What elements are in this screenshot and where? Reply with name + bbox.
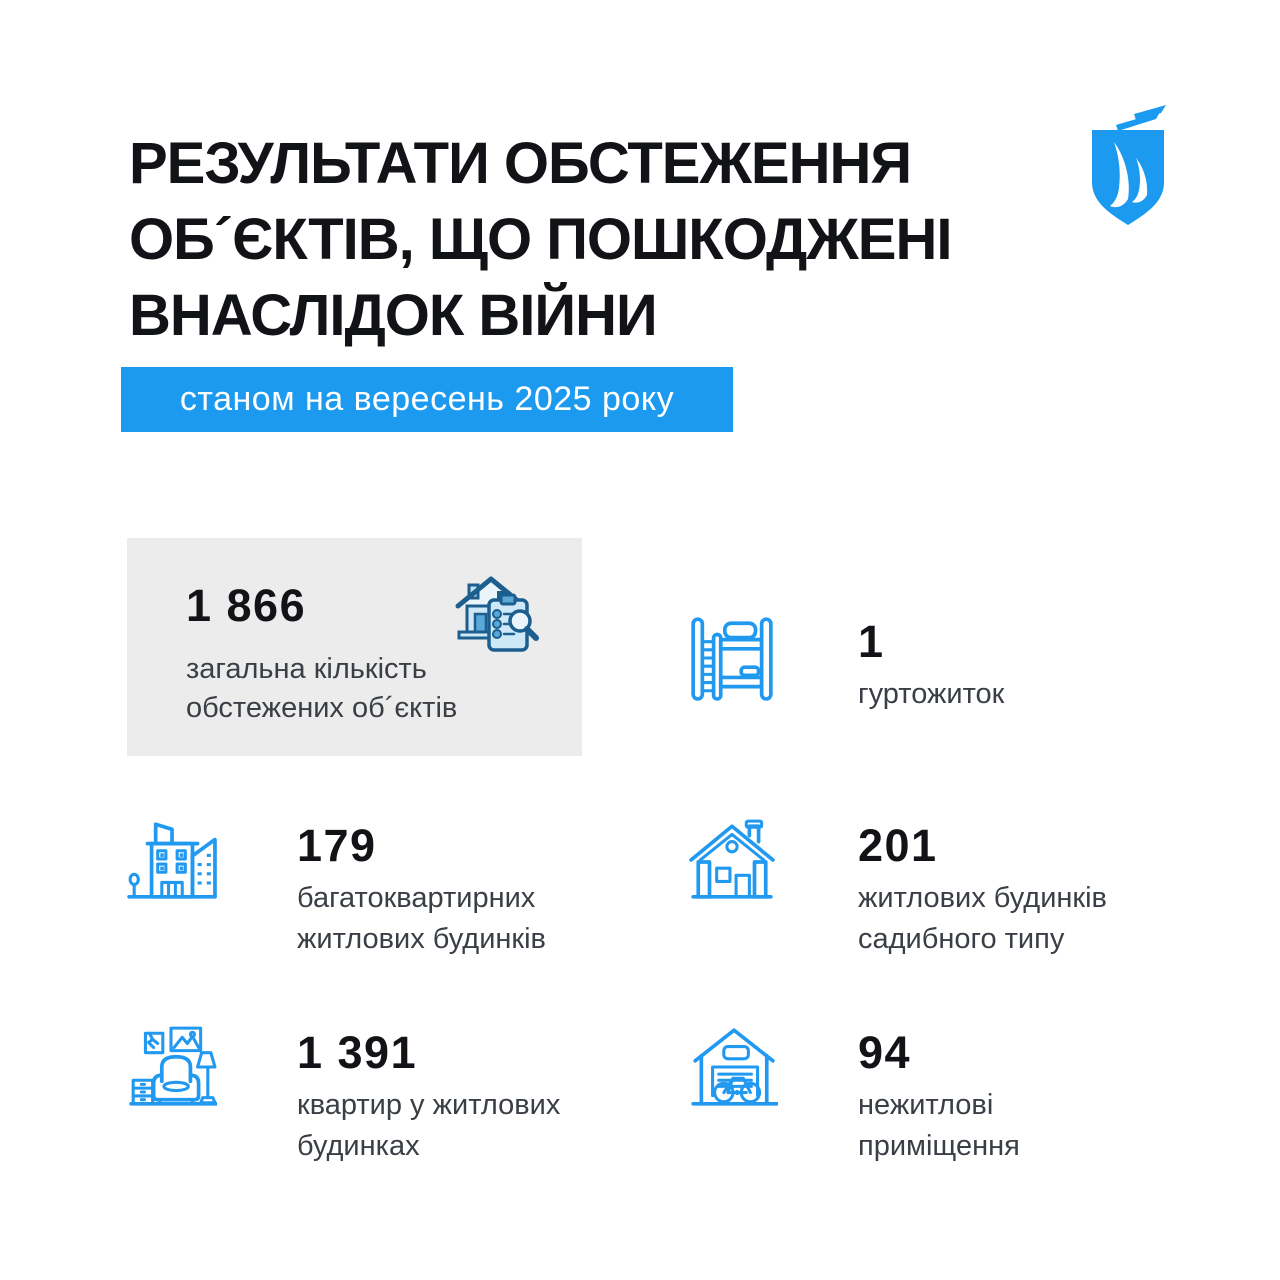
stat-label: багатоквартирних житлових будинків [297, 882, 546, 955]
house-inspection-icon [445, 564, 543, 662]
title-line-2: ОБ´ЄКТІВ, ЩО ПОШКОДЖЕНІ [129, 207, 952, 272]
sailboat-shield-icon [1086, 98, 1170, 230]
stat-dormitory [686, 611, 1166, 771]
stat-value: 94 [858, 1027, 912, 1078]
stat-value: 201 [858, 820, 938, 871]
date-banner-text: станом на вересень 2025 року [179, 380, 675, 418]
title-line-3: ВНАСЛІДОК ВІЙНИ [129, 283, 657, 348]
stat-value: 1 391 [297, 1027, 418, 1078]
stat-value: 1 [858, 616, 885, 667]
stat-label: нежитлові приміщення [858, 1089, 1020, 1162]
stat-text [297, 821, 546, 960]
stat-value: 179 [297, 820, 377, 871]
stat-text [858, 617, 1004, 715]
country-house-icon [686, 815, 778, 907]
bunk-bed-icon [686, 611, 778, 703]
apartment-buildings-icon [125, 815, 217, 907]
stat-non-residential [686, 1022, 1166, 1182]
stat-label: квартир у житлових будинках [297, 1089, 561, 1162]
title-line-1: РЕЗУЛЬТАТИ ОБСТЕЖЕННЯ [129, 131, 912, 196]
summary-value: 1 866 [186, 580, 307, 631]
date-banner [121, 367, 733, 432]
stat-text [297, 1028, 560, 1167]
living-room-icon [125, 1022, 217, 1114]
stat-apartments [125, 1022, 605, 1182]
stat-text [858, 1028, 1020, 1167]
stat-detached-houses [686, 815, 1166, 975]
summary-label: загальна кількість обстежених об´єктів [186, 653, 458, 724]
stat-apartment-buildings [125, 815, 605, 975]
city-emblem-logo [1086, 98, 1170, 230]
stat-label: житлових будинків садибного типу [858, 882, 1107, 955]
stat-text [858, 821, 1107, 960]
summary-card [127, 538, 582, 756]
stat-label: гуртожиток [858, 678, 1005, 710]
garage-icon [686, 1022, 778, 1114]
page-title [129, 126, 951, 354]
